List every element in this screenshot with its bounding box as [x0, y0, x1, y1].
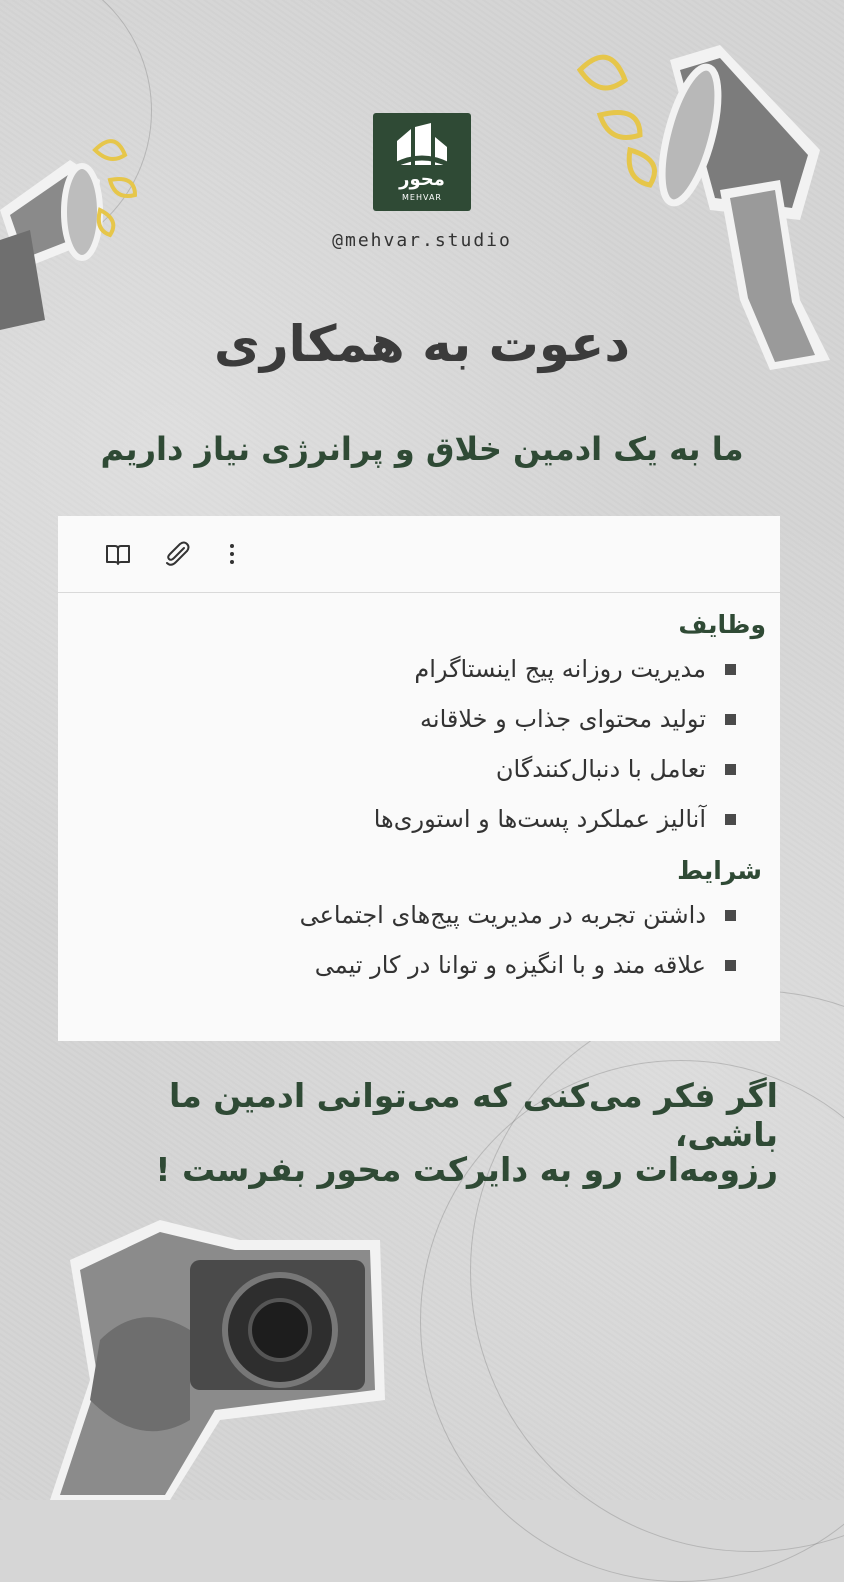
square-bullet-icon: [725, 664, 736, 675]
building-icon: [373, 113, 471, 173]
logo-latin-text: MEHVAR: [402, 193, 442, 202]
duties-list: [374, 644, 706, 844]
brand-logo: [373, 113, 471, 211]
list-item: مدیریت روزانه پیج اینستاگرام: [374, 644, 706, 694]
instagram-handle: @mehvar.studio: [332, 230, 512, 251]
list-item: داشتن تجربه در مدیریت پیج‌های اجتماعی: [300, 890, 706, 940]
paperclip-icon[interactable]: [164, 540, 192, 568]
square-bullet-icon: [725, 814, 736, 825]
square-bullet-icon: [725, 910, 736, 921]
square-bullet-icon: [725, 960, 736, 971]
square-bullet-icon: [725, 764, 736, 775]
requirements-heading: شرایط: [677, 856, 762, 885]
card-toolbar: [58, 516, 780, 593]
page-title: دعوت به همکاری: [214, 315, 630, 373]
logo-script-text: محور: [399, 169, 445, 190]
page-subtitle: ما به یک ادمین خلاق و پرانرژی نیاز داریم: [100, 430, 744, 468]
book-open-icon[interactable]: [104, 540, 132, 568]
more-vertical-icon[interactable]: [218, 540, 246, 568]
duties-heading: وظایف: [678, 610, 766, 639]
list-item: تعامل با دنبال‌کنندگان: [374, 744, 706, 794]
cta-line-2: رزومه‌ات رو به دایرکت محور بفرست !: [155, 1150, 778, 1189]
camera-hand-illustration: [40, 1220, 400, 1500]
list-item: تولید محتوای جذاب و خلاقانه: [374, 694, 706, 744]
list-item: آنالیز عملکرد پست‌ها و استوری‌ها: [374, 794, 706, 844]
job-card: [58, 516, 780, 1041]
megaphone-left-illustration: [0, 120, 140, 330]
square-bullet-icon: [725, 714, 736, 725]
requirements-list: [300, 890, 706, 990]
list-item: علاقه مند و با انگیزه و توانا در کار تیمی: [300, 940, 706, 990]
cta-line-1: اگر فکر می‌کنی که می‌توانی ادمین ما باشی،: [168, 1076, 778, 1154]
